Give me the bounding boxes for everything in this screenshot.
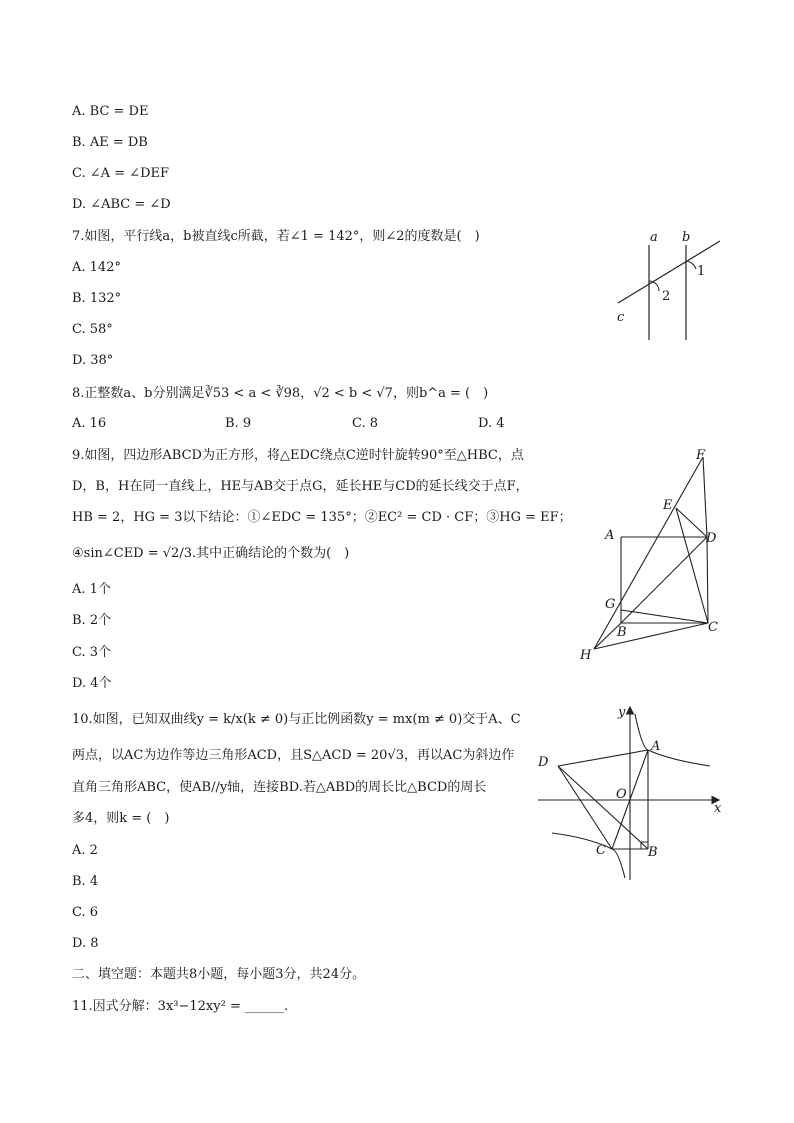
- q9-label-e: E: [663, 498, 673, 513]
- q10-label-c: C: [596, 843, 606, 858]
- q8-option-b: B. 9: [225, 416, 252, 431]
- q9-option-a: A. 1个: [72, 582, 111, 597]
- q10-label-y: y: [618, 705, 626, 720]
- q6-option-b: B. AE = DB: [72, 135, 148, 150]
- q7-option-a: A. 142°: [72, 260, 121, 275]
- q9-label-g: G: [605, 597, 616, 612]
- q7-figure: [610, 225, 730, 345]
- q8-option-d: D. 4: [478, 416, 505, 431]
- q10-label-a: A: [651, 739, 661, 754]
- q10-line2: 两点，以AC为边作等边三角形ACD，且S△ACD = 20√3，再以AC为斜边作: [72, 748, 515, 763]
- q6-option-c: C. ∠A = ∠DEF: [72, 166, 170, 181]
- q10-label-o: O: [616, 787, 627, 802]
- q9-line4: ④sin∠CED = √2/3.其中正确结论的个数为( ): [72, 546, 350, 561]
- q10-option-d: D. 8: [72, 936, 99, 951]
- section-heading: 二、填空题：本题共8小题，每小题3分，共24分。: [72, 967, 366, 982]
- q8-stem: 8.正整数a、b分别满足∛53 < a < ∛98，√2 < b < √7，则b^a = ( ): [72, 386, 489, 401]
- q10-line1: 10.如图，已知双曲线y = k/x(k ≠ 0)与正比例函数y = mx(m ≠ 0)交于A、C: [72, 712, 521, 727]
- q9-figure: [575, 445, 735, 670]
- q7-option-b: B. 132°: [72, 291, 122, 306]
- q9-label-f: F: [696, 448, 706, 463]
- q10-line3: 直角三角形ABC，使AB//y轴，连接BD.若△ABD的周长比△BCD的周长: [72, 780, 487, 795]
- q10-label-d: D: [538, 755, 549, 770]
- q9-label-h: H: [580, 648, 592, 663]
- q10-label-x: x: [714, 801, 722, 816]
- q9-line3: HB = 2，HG = 3以下结论：①∠EDC = 135°；②EC² = CD · CF；③HG = EF；: [72, 510, 572, 525]
- q8-option-a: A. 16: [72, 416, 107, 431]
- q10-option-a: A. 2: [72, 843, 98, 858]
- q9-line2: D，B，H在同一直线上，HE与AB交于点G，延长HE与CD的延长线交于点F，: [72, 479, 529, 494]
- q10-line4: 多4，则k = ( ): [72, 811, 170, 826]
- q11-stem: 11.因式分解：3x³−12xy² = ______.: [72, 999, 289, 1014]
- q7-label-angle1: 1: [697, 264, 706, 279]
- q9-label-a: A: [605, 528, 615, 543]
- q10-option-c: C. 6: [72, 905, 99, 920]
- q9-line1: 9.如图，四边形ABCD为正方形，将△EDC绕点C逆时针旋转90°至△HBC，点: [72, 448, 524, 463]
- q6-option-a: A. BC = DE: [72, 104, 149, 119]
- q10-figure: [530, 700, 730, 885]
- q6-option-d: D. ∠ABC = ∠D: [72, 197, 171, 212]
- q10-label-b: B: [648, 845, 658, 860]
- q8-option-c: C. 8: [352, 416, 379, 431]
- q7-option-d: D. 38°: [72, 353, 114, 368]
- q9-option-d: D. 4个: [72, 676, 112, 691]
- q9-label-d: D: [706, 531, 717, 546]
- q7-label-a: a: [650, 230, 658, 245]
- q7-stem: 7.如图，平行线a，b被直线c所截，若∠1 = 142°，则∠2的度数是( ): [72, 229, 480, 244]
- q7-option-c: C. 58°: [72, 322, 113, 337]
- q7-label-b: b: [682, 230, 691, 245]
- q9-option-b: B. 2个: [72, 613, 112, 628]
- q7-label-angle2: 2: [662, 289, 671, 304]
- q9-label-c: C: [708, 620, 718, 635]
- q7-label-c: c: [617, 310, 625, 325]
- q9-option-c: C. 3个: [72, 645, 112, 660]
- q9-label-b: B: [617, 625, 627, 640]
- q10-option-b: B. 4: [72, 874, 99, 889]
